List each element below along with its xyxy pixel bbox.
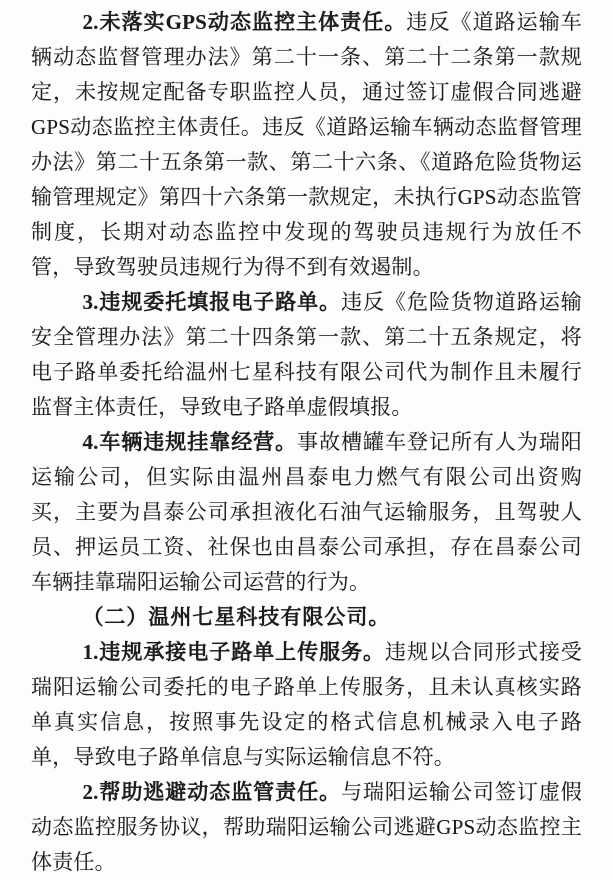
paragraph-body: 违反《道路运输车辆动态监督管理办法》第二十一条、第二十二条第一款规定，未按规定配备专职监控人员，通过签订虚假合同逃避GPS动态监控主体责任。违反《道路运输车辆动态监督管理办法》第二十五条第一款、第二十六条、《道路危险货物运输管理规定》第四十六条第一款规定，未执行GPS动态监管制度，长期对动态监控中发现的驾驶员违规行为放任不管，导致驾驶员违规行为得不到有效遏制。 — [31, 10, 582, 279]
paragraph-gps-responsibility — [31, 5, 582, 285]
paragraph-eroute-upload-service — [31, 635, 582, 775]
paragraph-body: 违规以合同形式接受瑞阳运输公司委托的电子路单上传服务，且未认真核实路单真实信息，按照事先设定的格式信息机械录入电子路单，导致电子路单信息与实际运输信息不符。 — [31, 640, 582, 769]
paragraph-vehicle-affiliation — [31, 425, 582, 600]
paragraph-evade-supervision — [31, 775, 582, 880]
paragraph-lead: 1.违规承接电子路单上传服务。 — [82, 640, 386, 664]
paragraph-lead: 2.帮助逃避动态监管责任。 — [82, 780, 342, 804]
paragraph-lead: 4.车辆违规挂靠经营。 — [82, 430, 298, 454]
section-heading-text: （二）温州七星科技有限公司。 — [82, 605, 391, 629]
paragraph-body: 事故槽罐车登记所有人为瑞阳运输公司，但实际由温州昌泰电力燃气有限公司出资购买，主要为昌泰公司承担液化石油气运输服务，且驾驶人员、押运员工资、社保也由昌泰公司承担，存在昌泰公司车辆挂靠瑞阳运输公司运营的行为。 — [31, 430, 582, 594]
paragraph-body: 违反《危险货物道路运输安全管理办法》第二十四条第一款、第二十五条规定，将电子路单委托给温州七星科技有限公司代为制作且未履行监督主体责任，导致电子路单虚假填报。 — [31, 290, 582, 419]
section-heading-qixing-company — [31, 600, 582, 635]
paragraph-body: 与瑞阳运输公司签订虚假动态监控服务协议，帮助瑞阳运输公司逃避GPS动态监控主体责任。 — [31, 780, 582, 874]
paragraph-lead: 3.违规委托填报电子路单。 — [82, 290, 342, 314]
paragraph-eroute-delegation — [31, 285, 582, 425]
paragraph-lead: 2.未落实GPS动态监控主体责任。 — [82, 10, 407, 34]
